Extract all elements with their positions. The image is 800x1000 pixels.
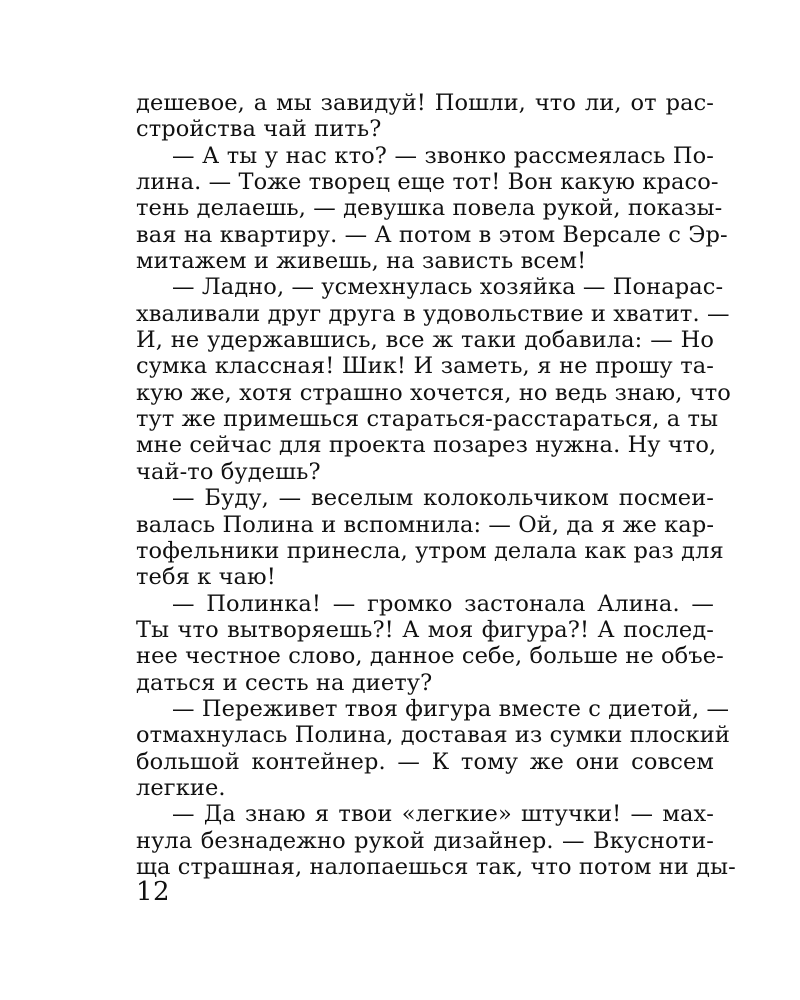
text-line: лина. — Тоже творец еще тот! Вон какую красо- (136, 169, 719, 196)
text-line: тофельники принесла, утром делала как раз для (136, 537, 724, 564)
text-line: ща страшная, налопаешься так, что потом ни ды- (136, 853, 736, 880)
text-line: даться и сесть на диету? (136, 669, 433, 696)
text-line: большой контейнер. — К тому же они совсем (136, 748, 714, 775)
text-line: отмахнулась Полина, доставая из сумки плоский (136, 722, 730, 749)
text-line: нее честное слово, данное себе, больше не объе- (136, 643, 724, 670)
text-line: митажем и живешь, на зависть всем! (136, 248, 587, 275)
body-text (136, 90, 736, 880)
text-line: чай-то будешь? (136, 458, 321, 485)
text-line: мне сейчас для проекта позарез нужна. Ну что, (136, 432, 717, 459)
text-line: — Ладно, — усмехнулась хозяйка — Понарас- (172, 274, 724, 301)
text-line: легкие. (136, 774, 226, 801)
text-line: сумка классная! Шик! И заметь, я не прошу та- (136, 353, 714, 380)
page-number: 12 (136, 877, 171, 907)
text-line: — Переживет твоя фигура вместе с диетой, — (172, 695, 730, 722)
text-line: И, не удержавшись, все ж таки добавила: — Но (136, 327, 714, 354)
text-line: Ты что вытворяешь?! А моя фигура?! А послед- (136, 616, 714, 643)
text-line: хваливали друг друга в удовольствие и хватит. — (136, 300, 730, 327)
text-line: нула безнадежно рукой дизайнер. — Вкусноти- (136, 827, 714, 854)
text-line: — А ты у нас кто? — звонко рассмеялась По- (172, 142, 714, 169)
text-line: вая на квартиру. — А потом в этом Версале с Эр- (136, 221, 728, 248)
text-line: дешевое, а мы завидуй! Пошли, что ли, от рас- (136, 90, 714, 116)
text-line: кую же, хотя страшно хочется, но ведь знаю, что (136, 379, 731, 406)
text-line: тут же примешься стараться-расстараться, а ты (136, 406, 719, 433)
text-line: — Полинка! — громко застонала Алина. — (172, 590, 714, 617)
text-line: тень делаешь, — девушка повела рукой, показы- (136, 195, 723, 222)
text-line: — Да знаю я твои «легкие» штучки! — мах- (172, 801, 714, 828)
text-line: тебя к чаю! (136, 564, 276, 591)
text-line: — Буду, — веселым колокольчиком посмеи- (172, 485, 714, 512)
text-line: стройства чай пить? (136, 116, 382, 143)
text-line: валась Полина и вспомнила: — Ой, да я же кар- (136, 511, 715, 538)
